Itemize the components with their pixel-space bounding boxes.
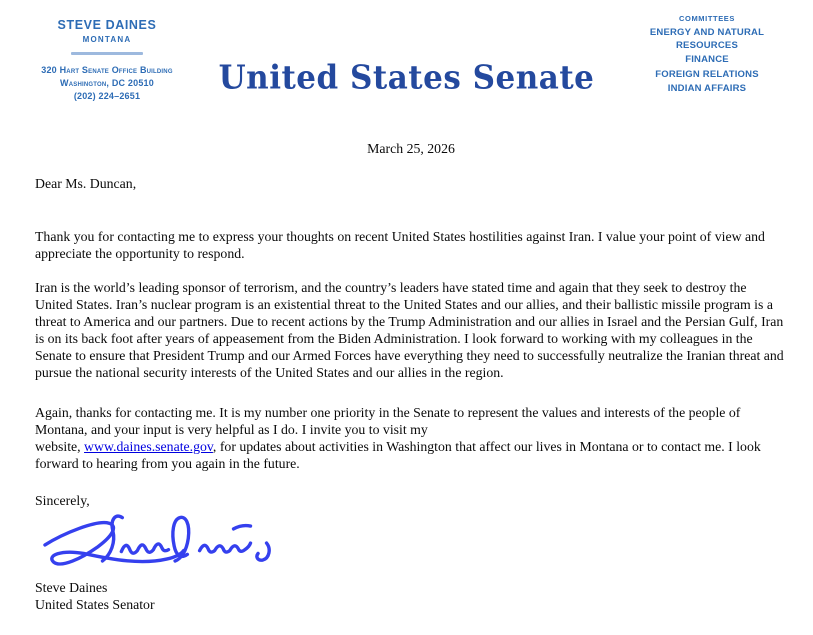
signer-name: Steve Daines (35, 580, 108, 595)
letter-date: March 25, 2026 (367, 141, 455, 156)
paragraph-iran-policy: Iran is the world’s leading sponsor of terrorism, and the country’s leaders have stated time and again that they seek to destroy the United States. Iran’s nuclear program is an existential threat to the United States and our allies, and their ballistic missile program is a threat to America and our partners. Due to recent actions by the Trump Administration and our allies in Israel and the Persian Gulf, Iran is on its back foot after years of appeasement from the Biden Administration. I look forward to working with my colleagues in the Senate to ensure that President Trump and our Armed Forces have everything they need to successfully neutralize the Iranian threat and pursue the national security interests of the United States and our allies in the region. (35, 280, 784, 380)
signature-block (35, 511, 787, 577)
office-phone-line: (202) 224–2651 (73, 91, 141, 102)
committees-heading: COMMITTEES (679, 14, 735, 23)
senator-state: MONTANA (82, 35, 132, 44)
paragraph-closing-invite-start: Again, thanks for contacting me. It is my number one priority in the Senate to represent the values and interests of the people of Montana, and your input is very helpful as I do. I invite you to visit my (35, 405, 741, 437)
paragraph-closing-invite (35, 404, 787, 472)
committees-block (643, 14, 771, 98)
paragraph-thanks: Thank you for contacting me to express your thoughts on recent United States hostilities against Iran. I value your point of view and appreciate the opportunity to respond. (35, 229, 765, 261)
committee-item: FOREIGN RELATIONS (655, 68, 759, 80)
letterhead-divider-rule (71, 52, 143, 55)
closing-sincerely: Sincerely, (35, 493, 90, 508)
senate-masthead-title: United States Senate (218, 59, 595, 97)
committee-item: FINANCE (685, 54, 729, 66)
senator-website-link[interactable]: www.daines.senate.gov (84, 439, 213, 454)
committee-item: ENERGY AND NATURAL RESOURCES (649, 27, 765, 51)
committee-item: INDIAN AFFAIRS (667, 83, 747, 95)
salutation: Dear Ms. Duncan, (35, 176, 137, 191)
signer-title: United States Senator (35, 597, 155, 612)
website-link-prefix: website, (35, 439, 85, 454)
paragraph-closing-invite-end: , for updates about activities in Washington that affect our lives in Montana or to contact me. I look forward to hearing from you again in the future. (35, 439, 761, 471)
signer-identity (35, 579, 787, 613)
office-city-line: Washington, DC 20510 (60, 78, 154, 89)
office-address-line: 320 Hart Senate Office Building (41, 65, 173, 75)
handwritten-signature-image (35, 511, 285, 577)
senator-name-header: STEVE DAINES (57, 18, 157, 32)
letter-body (35, 140, 787, 613)
